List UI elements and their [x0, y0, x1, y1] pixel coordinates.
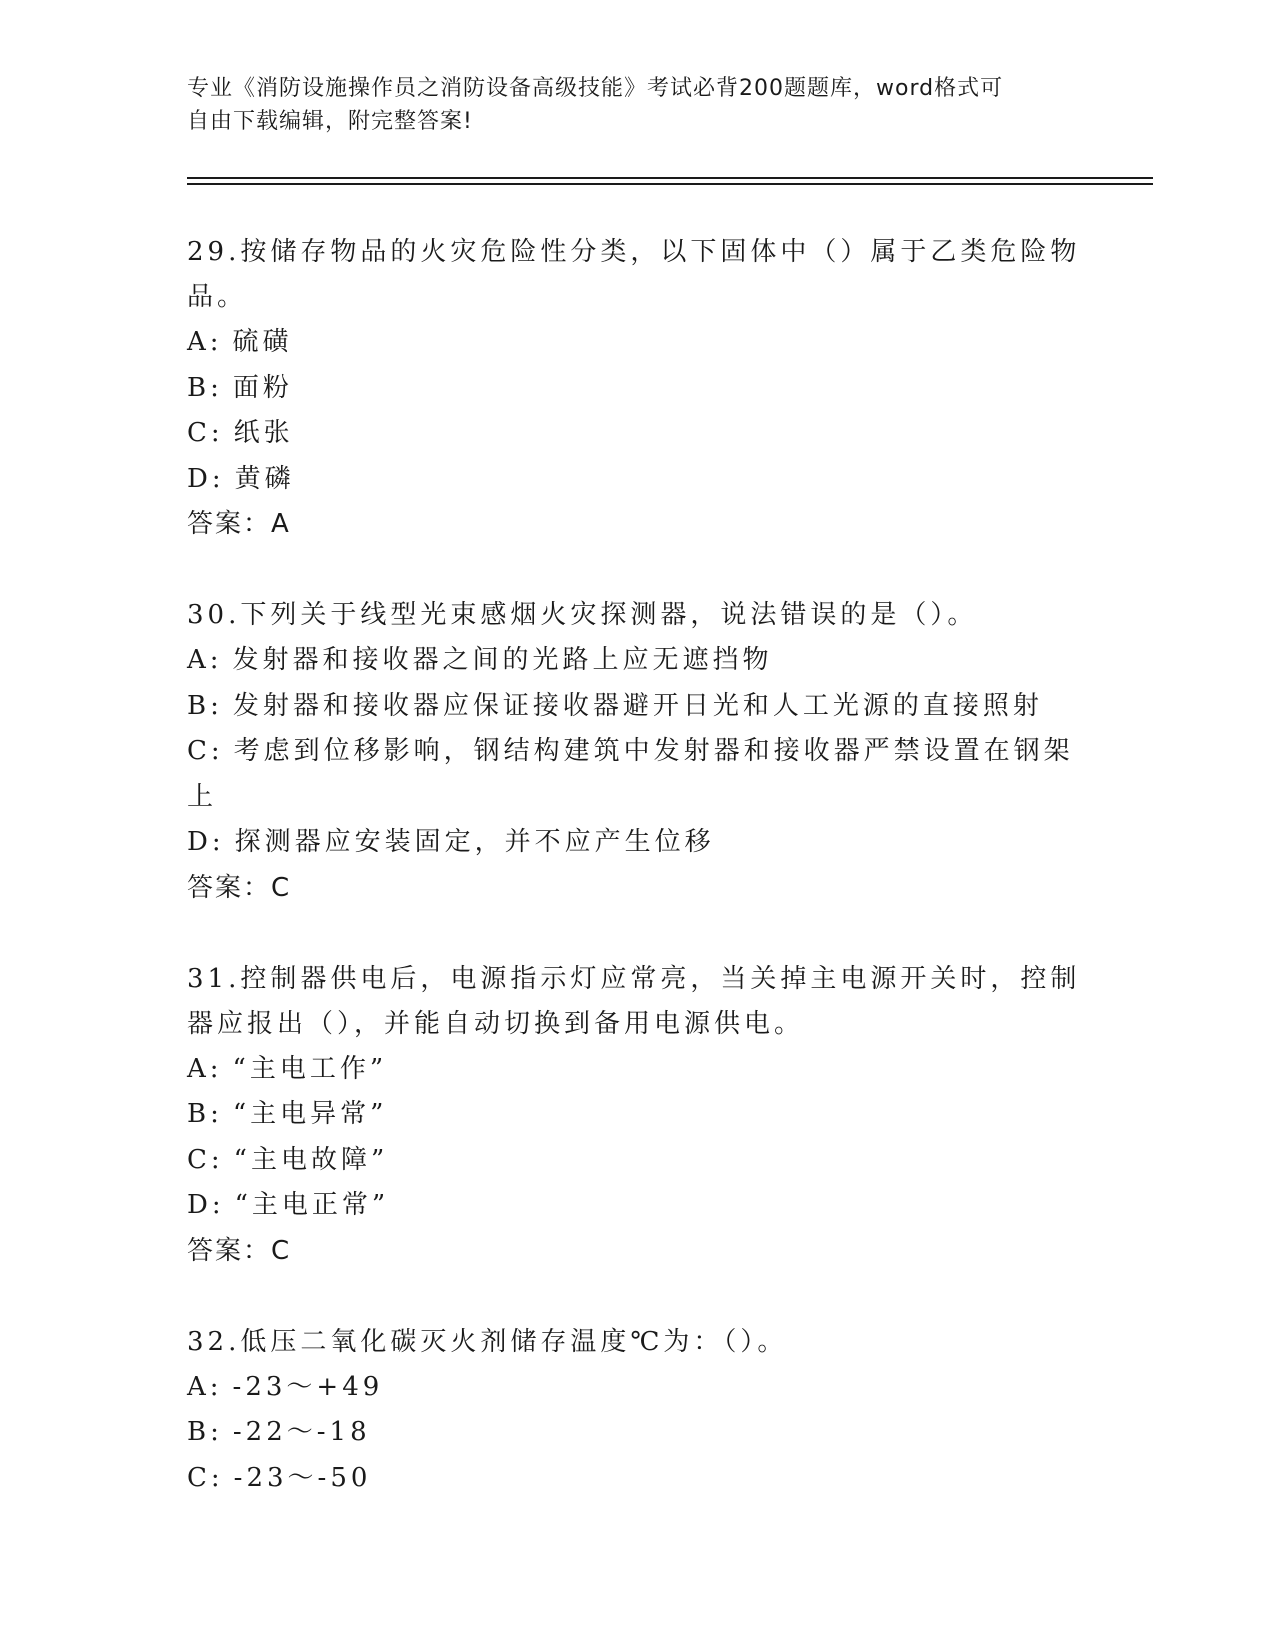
option-separator: : [209, 1053, 223, 1084]
option-c [187, 729, 1087, 820]
option-letter: A [187, 1371, 210, 1402]
option-separator: : [210, 690, 223, 721]
option-text: 考虑到位移影响，钢结构建筑中发射器和接收器严禁设置在钢架上 [187, 736, 1074, 812]
option-b [187, 684, 1087, 730]
option-a [187, 638, 1087, 684]
question-text: 32.低压二氧化碳灭火剂储存温度℃为：（）。 [187, 1326, 788, 1357]
option-letter: C [187, 1144, 211, 1175]
option-separator: : [210, 418, 224, 448]
option-letter: A [187, 327, 210, 357]
answer-line [187, 1229, 1087, 1274]
answer-label: 答案： [187, 872, 272, 903]
option-separator: : [210, 372, 223, 403]
option-separator: : [211, 463, 225, 494]
option-d [187, 457, 1087, 503]
question-text: 31.控制器供电后，电源指示灯应常亮，当关掉主电源开关时，控制器应报出（），并能自动切换到备用电源供电。 [187, 963, 1081, 1039]
answer-value: A [271, 509, 291, 539]
option-letter: C [187, 1462, 211, 1493]
option-text: 发射器和接收器之间的光路上应无遮挡物 [232, 645, 773, 675]
option-separator: : [209, 645, 223, 675]
answer-value: C [271, 872, 292, 903]
option-text: “主电正常” [234, 1190, 390, 1220]
answer-value: C [271, 1235, 292, 1266]
answer-label: 答案： [187, 1235, 272, 1266]
option-letter: B [187, 690, 211, 721]
option-letter: D [187, 1190, 212, 1220]
option-a [187, 320, 1087, 366]
option-b [187, 366, 1087, 412]
option-separator: : [210, 736, 224, 766]
option-separator: : [211, 1190, 225, 1220]
header-line-1: 专业《消防设施操作员之消防设备高级技能》考试必背200题题库，word格式可 [187, 76, 1004, 101]
option-letter: A [187, 1053, 210, 1084]
option-letter: D [187, 463, 212, 494]
option-separator: : [210, 1462, 224, 1493]
option-separator: : [209, 327, 223, 357]
option-text: -23～+49 [232, 1371, 384, 1402]
option-text: “主电故障” [233, 1144, 389, 1175]
option-letter: D [187, 827, 212, 857]
header-divider-top [187, 177, 1153, 179]
option-letter: A [187, 645, 210, 675]
option-text: 探测器应安装固定，并不应产生位移 [234, 827, 715, 857]
option-separator: : [210, 1099, 223, 1129]
document-header [187, 72, 1067, 138]
question-block [187, 1320, 1087, 1502]
question-text: 29.按储存物品的火灾危险性分类，以下固体中（）属于乙类危险物品。 [187, 237, 1081, 312]
option-b [187, 1410, 1087, 1456]
option-text: -22～-18 [232, 1417, 371, 1447]
option-letter: B [187, 372, 211, 403]
option-letter: C [187, 736, 211, 766]
option-a [187, 1365, 1087, 1411]
answer-line [187, 866, 1087, 911]
question-list [187, 230, 1087, 1547]
option-text: 黄磷 [234, 463, 295, 494]
option-a [187, 1047, 1087, 1093]
option-text: “主电工作” [232, 1053, 388, 1084]
option-d [187, 820, 1087, 866]
option-text: “主电异常” [232, 1099, 388, 1129]
question-text: 30.下列关于线型光束感烟火灾探测器，说法错误的是（）。 [187, 600, 978, 630]
option-text: -23～-50 [233, 1462, 372, 1493]
option-separator: : [211, 827, 225, 857]
option-letter: B [187, 1099, 211, 1129]
question-block [187, 957, 1087, 1274]
question-block [187, 230, 1087, 547]
option-letter: C [187, 418, 211, 448]
option-d [187, 1183, 1087, 1229]
option-c [187, 1138, 1087, 1184]
header-divider-bottom [187, 183, 1153, 185]
option-c [187, 1456, 1087, 1502]
option-text: 发射器和接收器应保证接收器避开日光和人工光源的直接照射 [232, 690, 1043, 721]
option-letter: B [187, 1417, 211, 1447]
question-block [187, 593, 1087, 911]
option-text: 面粉 [232, 372, 293, 403]
option-separator: : [209, 1371, 223, 1402]
answer-line [187, 502, 1087, 547]
option-text: 纸张 [233, 418, 294, 448]
option-b [187, 1092, 1087, 1138]
option-c [187, 411, 1087, 457]
option-separator: : [210, 1417, 223, 1447]
answer-label: 答案： [187, 509, 272, 539]
option-separator: : [210, 1144, 224, 1175]
option-text: 硫磺 [232, 327, 293, 357]
header-line-2: 自由下载编辑，附完整答案! [187, 109, 473, 134]
